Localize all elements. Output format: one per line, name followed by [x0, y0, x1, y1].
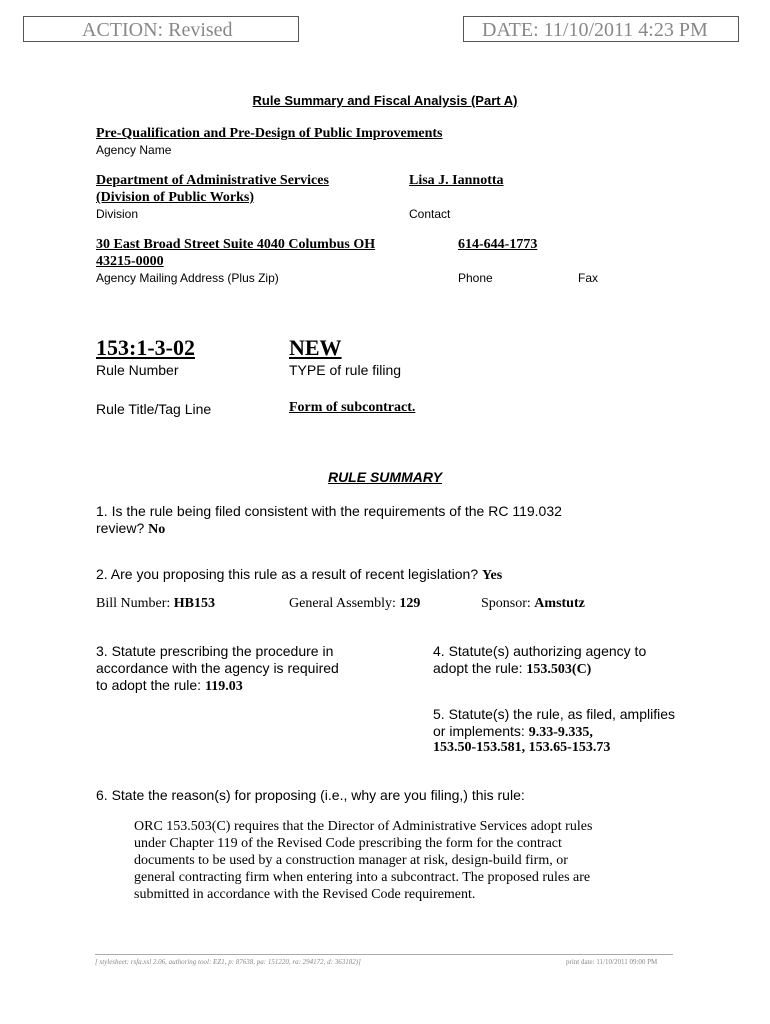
rule-type: NEW: [289, 335, 342, 360]
question-5-answer-2: 153.50-153.581, 153.65-153.73: [433, 740, 611, 755]
rule-summary-heading: RULE SUMMARY: [327, 469, 443, 485]
footer-print-date: print date: 11/10/2011 09:00 PM: [566, 958, 658, 966]
fax-label: Fax: [578, 271, 599, 285]
bill-number-value: HB153: [173, 596, 216, 611]
question-1-line1: 1. Is the rule being filed consistent with the requirements of the RC 119.032: [96, 503, 562, 519]
footer-divider: [95, 954, 673, 955]
division-label: Division: [96, 207, 139, 221]
question-4-line1: 4. Statute(s) authorizing agency to: [433, 643, 647, 659]
contact-label: Contact: [409, 207, 451, 221]
address-line1: 30 East Broad Street Suite 4040 Columbus OH: [96, 237, 376, 252]
rule-type-label: TYPE of rule filing: [289, 362, 402, 378]
question-5-line1: 5. Statute(s) the rule, as filed, amplifies: [433, 706, 675, 722]
question-3-line3: [96, 677, 243, 695]
question-3-text: to adopt the rule:: [96, 677, 202, 693]
sponsor-label: Sponsor:: [481, 596, 531, 611]
action-box: [23, 16, 299, 42]
general-assembly-value: 129: [399, 596, 421, 611]
question-6-answer: ORC 153.503(C) requires that the Director of Administrative Services adopt rules under Chapter 119 of the Revised Code prescribing the form for the contract documents to be used by a construction manager at risk, design-build firm, or general contracting firm when entering into a subcontract. The proposed rules are submitted in accordance with the Revised Code requirement.: [134, 819, 593, 902]
question-3-answer: 119.03: [204, 679, 243, 694]
question-3-line2: accordance with the agency is required: [96, 660, 339, 676]
rule-number-label: Rule Number: [96, 362, 179, 378]
question-1-text: review?: [96, 520, 145, 536]
question-2: [96, 566, 502, 584]
question-1-line2: [96, 520, 165, 538]
agency-name-label: Agency Name: [96, 143, 172, 157]
contact-name: Lisa J. Iannotta: [409, 173, 504, 188]
address-line2: 43215-0000: [96, 254, 164, 269]
phone-label: Phone: [458, 271, 493, 285]
general-assembly-label: General Assembly:: [289, 596, 396, 611]
phone-number: 614-644-1773: [458, 237, 538, 252]
question-4-text: adopt the rule:: [433, 660, 523, 676]
division-line2: (Division of Public Works): [96, 190, 255, 205]
sponsor: [481, 596, 585, 612]
question-5-text: or implements:: [433, 723, 525, 739]
bill-number-label: Bill Number:: [96, 596, 171, 611]
action-text: ACTION: Revised: [82, 19, 233, 41]
page-title: Rule Summary and Fiscal Analysis (Part A): [252, 93, 518, 108]
date-box: [463, 16, 739, 42]
question-5-answer-1: 9.33-9.335,: [528, 725, 593, 740]
question-4-line2: [433, 660, 591, 678]
question-5-line2: [433, 723, 593, 741]
rule-title: Form of subcontract.: [289, 400, 416, 415]
sponsor-value: Amstutz: [534, 596, 585, 611]
date-text: DATE: 11/10/2011 4:23 PM: [482, 19, 708, 41]
agency-name: Pre-Qualification and Pre-Design of Public Improvements: [96, 126, 443, 141]
address-label: Agency Mailing Address (Plus Zip): [96, 271, 279, 285]
question-6: 6. State the reason(s) for proposing (i.e., why are you filing,) this rule:: [96, 787, 525, 803]
general-assembly: [289, 596, 420, 612]
question-2-answer: Yes: [482, 568, 503, 583]
question-4-answer: 153.503(C): [526, 662, 592, 677]
footer-stylesheet-info: [ stylesheet: rsfa.xsl 2.06, authoring tool: EZ1, p: 87638, pa: 151220, ra: 294172, d: 363182)]: [95, 958, 361, 966]
rule-number: 153:1-3-02: [96, 335, 195, 360]
division-line1: Department of Administrative Services: [96, 173, 329, 188]
bill-number: [96, 596, 215, 612]
rule-title-label: Rule Title/Tag Line: [96, 401, 212, 417]
question-2-text: 2. Are you proposing this rule as a result of recent legislation?: [96, 566, 479, 582]
question-3-line1: 3. Statute prescribing the procedure in: [96, 643, 334, 659]
question-1-answer: No: [148, 522, 166, 537]
